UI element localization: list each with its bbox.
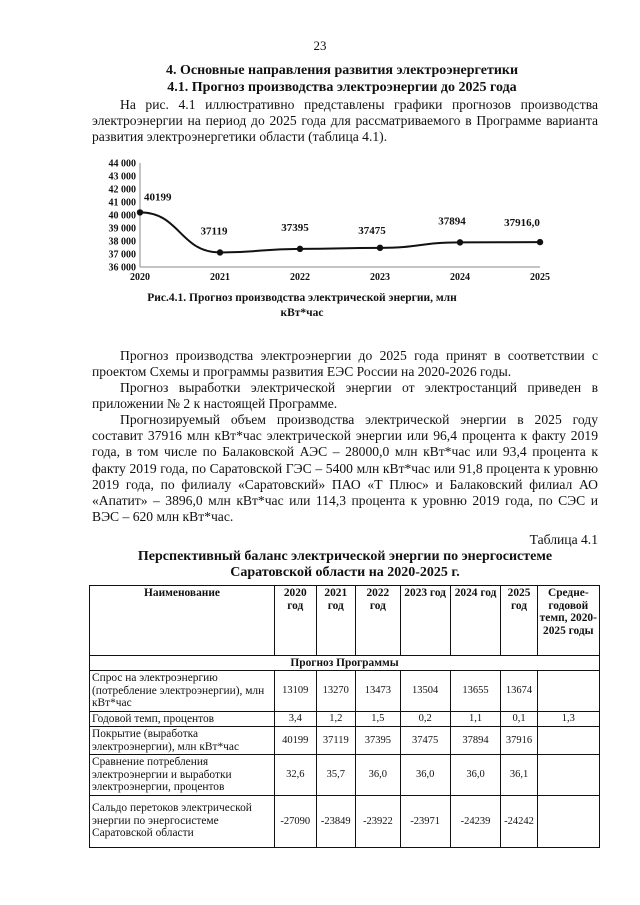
y-tick-label: 39 000 xyxy=(108,223,136,235)
data-label: 37894 xyxy=(438,215,466,228)
cell: 35,7 xyxy=(316,755,355,796)
table-row xyxy=(90,671,600,712)
balance-table xyxy=(89,585,600,848)
table-header-row xyxy=(90,586,600,656)
table-label: Таблица 4.1 xyxy=(529,532,598,547)
data-label: 37119 xyxy=(200,225,228,238)
data-point xyxy=(537,239,543,245)
table-row xyxy=(90,795,600,847)
cell: 13473 xyxy=(356,671,401,712)
cell: 13655 xyxy=(450,671,501,712)
intro-text: На рис. 4.1 иллюстративно представлены графики прогнозов производства электроэнергии на период до 2025 года для рассматриваемого в Программе варианта развития электроэнергетики области (таблица 4.1). xyxy=(92,97,598,145)
row-name: Годовой темп, процентов xyxy=(90,711,275,727)
x-tick-label: 2023 xyxy=(370,272,390,283)
table-row xyxy=(90,727,600,755)
cell: 40199 xyxy=(274,727,316,755)
y-tick-label: 43 000 xyxy=(108,171,136,183)
cell: -23922 xyxy=(356,795,401,847)
cell: 37395 xyxy=(356,727,401,755)
header-year: 2023 год xyxy=(400,586,450,656)
cell: 37119 xyxy=(316,727,355,755)
data-point xyxy=(217,249,223,255)
cell: -24239 xyxy=(450,795,501,847)
table-row xyxy=(90,755,600,796)
cell: 1,3 xyxy=(537,711,599,727)
cell: 37475 xyxy=(400,727,450,755)
cell: 0,1 xyxy=(501,711,537,727)
cell xyxy=(537,755,599,796)
header-avg-rate: Средне-годовой темп, 2020-2025 годы xyxy=(537,586,599,656)
data-label: 37395 xyxy=(281,221,309,234)
row-name: Покрытие (выработка электроэнергии), млн кВт*час xyxy=(90,727,275,755)
data-label: 40199 xyxy=(144,191,172,204)
paragraph-scheme-text: Прогноз производства электроэнергии до 2025 года принят в соответствии с проектом Схемы и программы развития ЕЭС России на 2020-2026 годы. xyxy=(92,348,598,380)
cell xyxy=(537,671,599,712)
cell: 36,1 xyxy=(501,755,537,796)
figure-caption-line2: кВт*час xyxy=(280,307,324,319)
cell: -27090 xyxy=(274,795,316,847)
data-point xyxy=(297,246,303,252)
data-point xyxy=(457,239,463,245)
paragraph-appendix-text: Прогноз выработки электрической энергии от электростанций приведен в приложении № 2 к настоящей Программе. xyxy=(92,380,598,412)
y-tick-label: 41 000 xyxy=(108,197,136,209)
cell: 13674 xyxy=(501,671,537,712)
paragraph-forecast xyxy=(92,412,598,525)
y-tick-label: 42 000 xyxy=(108,184,136,196)
cell: 13270 xyxy=(316,671,355,712)
data-label: 37475 xyxy=(358,224,386,237)
cell: 13109 xyxy=(274,671,316,712)
header-year: 2024 год xyxy=(450,586,501,656)
cell: 37894 xyxy=(450,727,501,755)
cell xyxy=(537,795,599,847)
forecast-chart-svg xyxy=(85,155,575,290)
y-tick-label: 44 000 xyxy=(108,158,136,170)
paragraph-forecast-text: Прогнозируемый объем производства электрической энергии в 2025 году составит 37916 млн кВт*час электрической энергии или 96,4 процента к факту 2019 года, в том числе по Балаковской АЭС – 28000,0 млн кВт*час или 93,4 процента к факту 2019 года, по Саратовской ГЭС – 5400 млн кВт*час или 91,8 процента к уровню 2019 года, по филиалу «Саратовский» ПАО «Т Плюс» и Балаковский филиал АО «Апатит» – 3896,0 млн кВт*час или 114,3 процента к уровню 2019 года, по СЭС и ВЭС – 620 млн кВт*час. xyxy=(92,412,598,525)
data-point xyxy=(377,245,383,251)
cell: 3,4 xyxy=(274,711,316,727)
y-tick-label: 38 000 xyxy=(108,236,136,248)
row-name: Сравнение потребления электроэнергии и выработки электроэнергии, процентов xyxy=(90,755,275,796)
subsection-heading: 4.1. Прогноз производства электроэнергии до 2025 года xyxy=(167,80,517,95)
cell: 36,0 xyxy=(356,755,401,796)
header-year: 2022 год xyxy=(356,586,401,656)
cell: 32,6 xyxy=(274,755,316,796)
cell: 13504 xyxy=(400,671,450,712)
section-heading: 4. Основные направления развития электроэнергетики xyxy=(165,63,519,78)
cell: 1,5 xyxy=(356,711,401,727)
section-label: Прогноз Программы xyxy=(90,656,600,671)
header-year: 2020 год xyxy=(274,586,316,656)
x-tick-label: 2024 xyxy=(450,272,470,283)
paragraph-appendix xyxy=(92,380,598,412)
page-number: 23 xyxy=(313,38,327,53)
table-title-line1: Перспективный баланс электрической энергии по энергосистеме xyxy=(137,549,553,564)
table-row xyxy=(90,711,600,727)
header-year: 2025 год xyxy=(501,586,537,656)
paragraph-scheme xyxy=(92,348,598,380)
table-title xyxy=(92,549,598,581)
x-tick-label: 2025 xyxy=(530,272,550,283)
cell: 0,2 xyxy=(400,711,450,727)
x-tick-label: 2022 xyxy=(290,272,310,283)
y-tick-label: 36 000 xyxy=(108,262,136,274)
cell xyxy=(537,727,599,755)
cell: 1,1 xyxy=(450,711,501,727)
cell: -23971 xyxy=(400,795,450,847)
y-tick-label: 37 000 xyxy=(108,249,136,261)
intro-paragraph xyxy=(92,97,598,146)
row-name: Сальдо перетоков электрической энергии по энергосистеме Саратовской области xyxy=(90,795,275,847)
y-tick-label: 40 000 xyxy=(108,210,136,222)
table-title-line2: Саратовской области на 2020-2025 г. xyxy=(230,565,460,580)
figure-caption-line1: Рис.4.1. Прогноз производства электрической энергии, млн xyxy=(147,292,457,304)
row-name: Спрос на электроэнергию (потребление электроэнергии), млн кВт*час xyxy=(90,671,275,712)
cell: 36,0 xyxy=(450,755,501,796)
cell: -24242 xyxy=(501,795,537,847)
cell: 36,0 xyxy=(400,755,450,796)
header-name: Наименование xyxy=(90,586,275,656)
data-point xyxy=(137,209,143,215)
header-year: 2021 год xyxy=(316,586,355,656)
forecast-chart xyxy=(85,155,575,290)
cell: 1,2 xyxy=(316,711,355,727)
cell: 37916 xyxy=(501,727,537,755)
cell: -23849 xyxy=(316,795,355,847)
x-tick-label: 2020 xyxy=(130,272,150,283)
data-label: 37916,0 xyxy=(504,217,540,230)
figure-caption xyxy=(92,291,512,321)
table-section-row xyxy=(90,656,600,671)
x-tick-label: 2021 xyxy=(210,272,230,283)
